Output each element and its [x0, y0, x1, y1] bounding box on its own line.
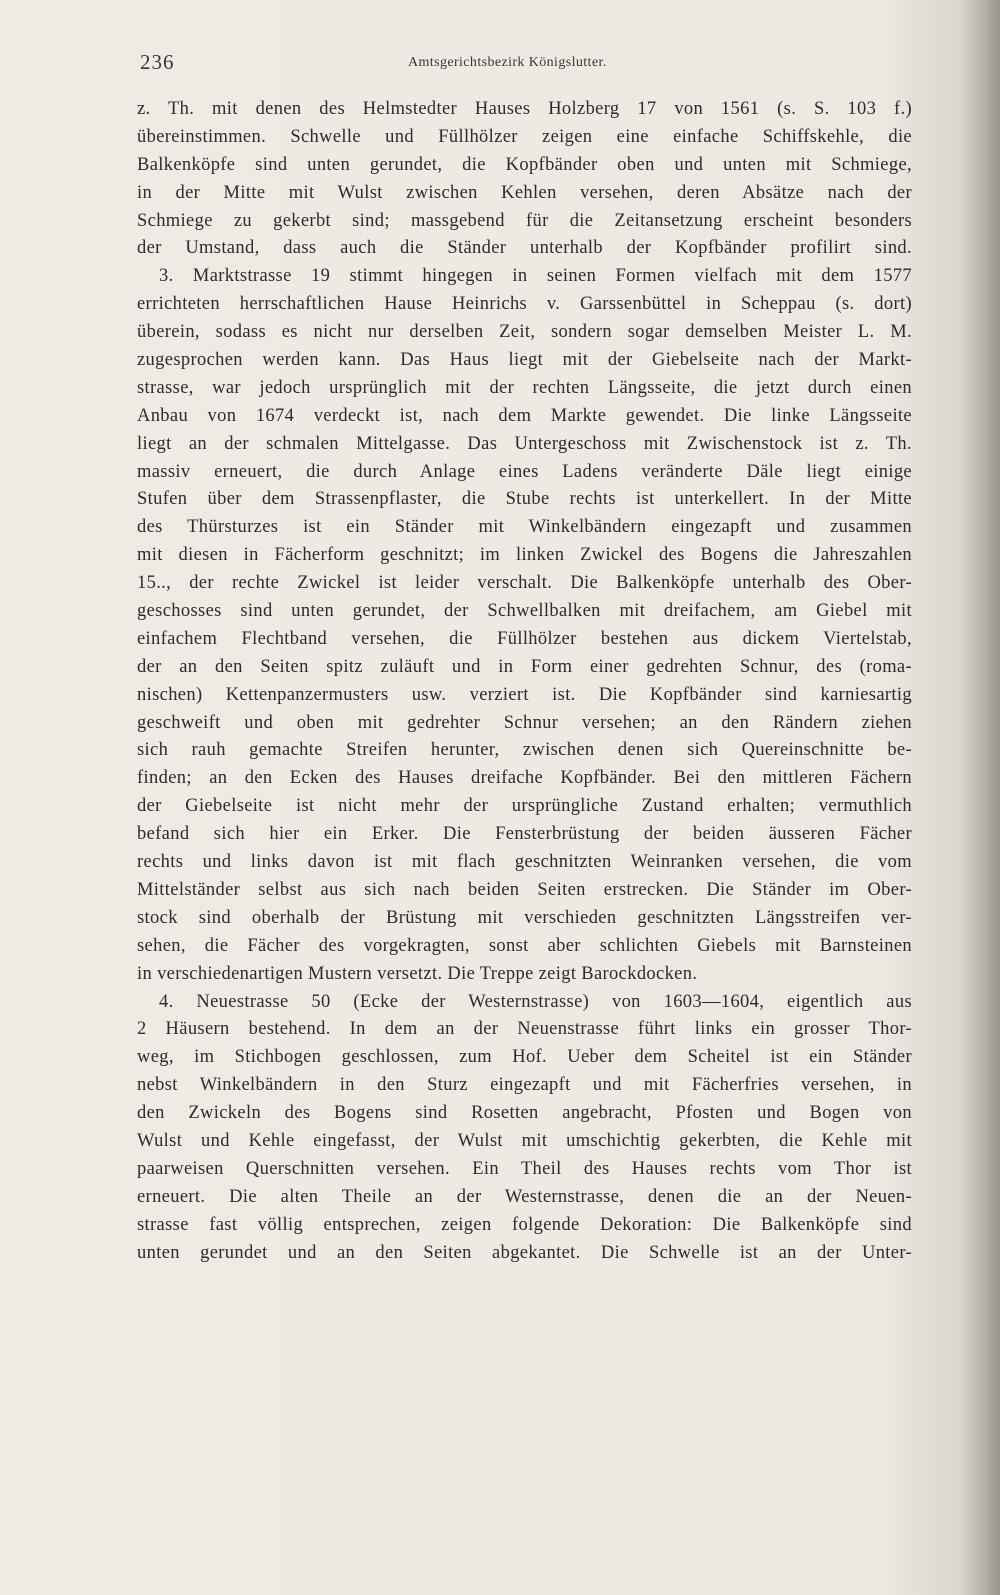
text-line: Wulst und Kehle eingefasst, der Wulst mit umschichtig gekerbten, die Kehle mit [137, 1130, 912, 1151]
text-line: geschosses sind unten gerundet, der Schwellbalken mit dreifachem, am Giebel mit [137, 601, 912, 622]
text-line: sich rauh gemachte Streifen herunter, zwischen denen sich Quereinschnitte be- [137, 740, 912, 761]
text-line: strasse, war jedoch ursprünglich mit der rechten Längsseite, die jetzt durch einen [137, 377, 912, 398]
page-edge-shadow [962, 0, 1000, 1595]
text-line: nischen) Kettenpanzermusters usw. verziert ist. Die Kopfbänder sind karniesartig [137, 684, 912, 705]
text-line: 2 Häusern bestehend. In dem an der Neuenstrasse führt links ein grosser Thor- [137, 1019, 912, 1040]
text-line: überein, sodass es nicht nur derselben Zeit, sondern sogar demselben Meister L. M. [137, 322, 912, 343]
text-line: übereinstimmen. Schwelle und Füllhölzer zeigen eine einfache Schiffskehle, die [137, 126, 912, 147]
text-line: in der Mitte mit Wulst zwischen Kehlen versehen, deren Absätze nach der [137, 182, 912, 203]
text-line: Mittelständer selbst aus sich nach beiden Seiten erstrecken. Die Ständer im Ober- [137, 879, 912, 900]
paragraph-3-start: 3. Marktstrasse 19 stimmt hingegen in seinen Formen vielfach mit dem 1577 [159, 266, 912, 287]
text-line: Anbau von 1674 verdeckt ist, nach dem Markte gewendet. Die linke Längsseite [137, 405, 912, 426]
running-title: Amtsgerichtsbezirk Königslutter. [408, 55, 607, 70]
text-line: des Thürsturzes ist ein Ständer mit Winkelbändern eingezapft und zusammen [137, 517, 912, 538]
page-header [140, 50, 875, 80]
text-line: in verschiedenartigen Mustern versetzt. Die Treppe zeigt Barockdocken. [137, 963, 698, 984]
text-line: erneuert. Die alten Theile an der Westernstrasse, denen die an der Neuen- [137, 1186, 912, 1207]
text-line: stock sind oberhalb der Brüstung mit verschieden geschnitzten Längsstreifen ver- [137, 907, 912, 928]
body-text [137, 96, 912, 1267]
text-line: massiv erneuert, die durch Anlage eines Ladens veränderte Däle liegt einige [137, 461, 912, 482]
text-line: Balkenköpfe sind unten gerundet, die Kopfbänder oben und unten mit Schmiege, [137, 154, 912, 175]
text-line: unten gerundet und an den Seiten abgekantet. Die Schwelle ist an der Unter- [137, 1242, 912, 1263]
text-line: 15.., der rechte Zwickel ist leider verschalt. Die Balkenköpfe unterhalb des Ober- [137, 573, 912, 594]
text-line: der Umstand, dass auch die Ständer unterhalb der Kopfbänder profilirt sind. [137, 238, 912, 259]
text-line: weg, im Stichbogen geschlossen, zum Hof. Ueber dem Scheitel ist ein Ständer [137, 1047, 912, 1068]
text-line: Schmiege zu gekerbt sind; massgebend für die Zeitansetzung erscheint besonders [137, 210, 912, 231]
text-line: strasse fast völlig entsprechen, zeigen folgende Dekoration: Die Balkenköpfe sind [137, 1214, 912, 1235]
text-line: errichteten herrschaftlichen Hause Heinrichs v. Garssenbüttel in Scheppau (s. dort) [137, 294, 912, 315]
text-line: sehen, die Fächer des vorgekragten, sonst aber schlichten Giebels mit Barnsteinen [137, 935, 912, 956]
text-line: Stufen über dem Strassenpflaster, die Stube rechts ist unterkellert. In der Mitte [137, 489, 912, 510]
text-line: zugesprochen werden kann. Das Haus liegt mit der Giebelseite nach der Markt- [137, 350, 912, 371]
text-line: rechts und links davon ist mit flach geschnitzten Weinranken versehen, die vom [137, 852, 912, 873]
text-line: nebst Winkelbändern in den Sturz eingezapft und mit Fächerfries versehen, in [137, 1075, 912, 1096]
text-line: mit diesen in Fächerform geschnitzt; im linken Zwickel des Bogens die Jahreszahlen [137, 545, 912, 566]
text-line: z. Th. mit denen des Helmstedter Hauses Holzberg 17 von 1561 (s. S. 103 f.) [137, 99, 912, 119]
text-line: befand sich hier ein Erker. Die Fensterbrüstung der beiden äusseren Fächer [137, 824, 912, 845]
text-line: den Zwickeln des Bogens sind Rosetten angebracht, Pfosten und Bogen von [137, 1103, 912, 1124]
text-line: paarweisen Querschnitten versehen. Ein Theil des Hauses rechts vom Thor ist [137, 1158, 912, 1179]
page-number: 236 [140, 50, 175, 74]
paragraph-4-start: 4. Neuestrasse 50 (Ecke der Westernstrasse) von 1603—1604, eigentlich aus [159, 991, 912, 1012]
text-line: einfachem Flechtband versehen, die Füllhölzer bestehen aus dickem Viertelstab, [137, 628, 912, 649]
text-line: liegt an der schmalen Mittelgasse. Das Untergeschoss mit Zwischenstock ist z. Th. [137, 433, 912, 454]
text-line: finden; an den Ecken des Hauses dreifache Kopfbänder. Bei den mittleren Fächern [137, 768, 912, 789]
text-line: geschweift und oben mit gedrehter Schnur versehen; an den Rändern ziehen [137, 712, 912, 733]
text-line: der an den Seiten spitz zuläuft und in Form einer gedrehten Schnur, des (roma- [137, 656, 912, 677]
text-line: der Giebelseite ist nicht mehr der ursprüngliche Zustand erhalten; vermuthlich [137, 796, 912, 817]
